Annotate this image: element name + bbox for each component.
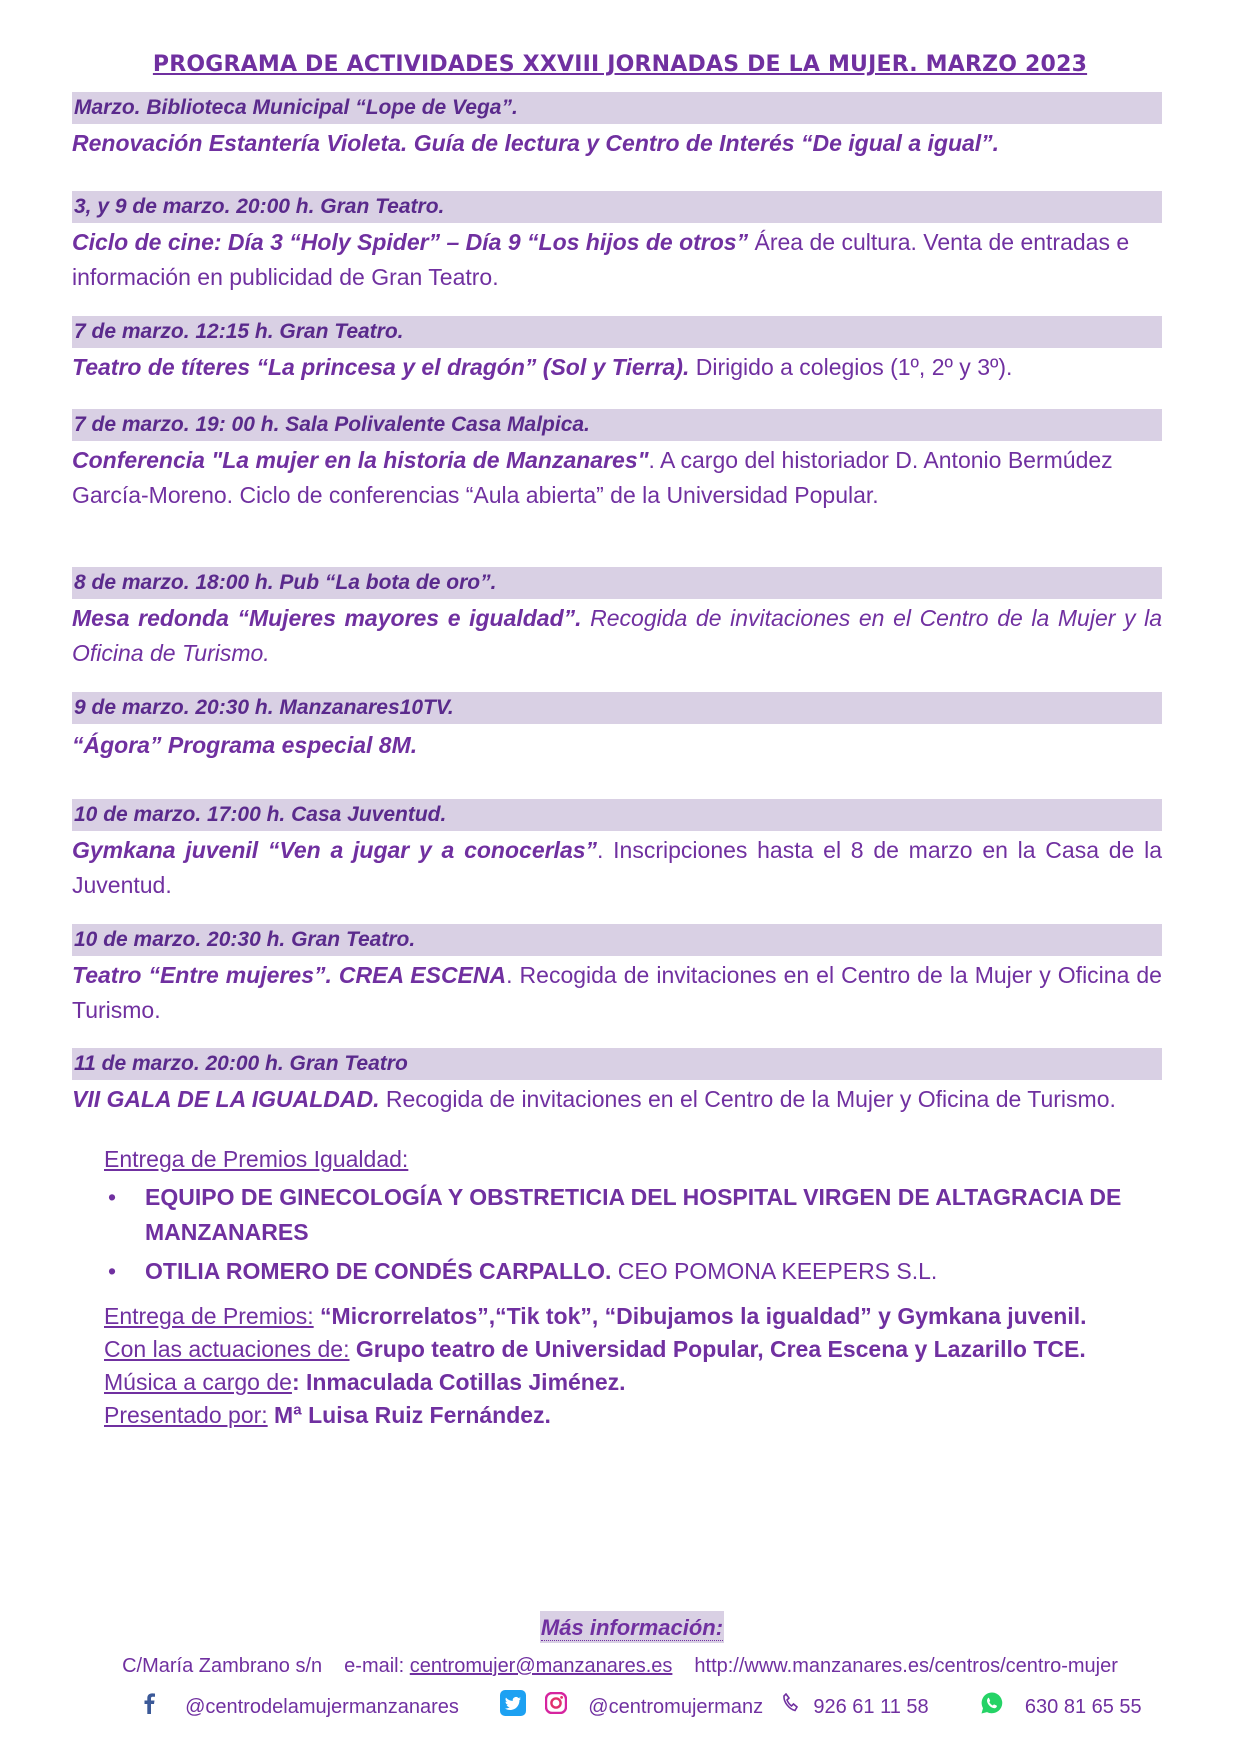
gala-line-presentado — [104, 1399, 1164, 1432]
event-teatro-entre-mujeres — [72, 924, 1162, 1028]
event-details: Recogida de invitaciones en el Centro de la Mujer y la Oficina de Turismo. — [72, 605, 1162, 666]
bullet: • — [108, 1184, 117, 1210]
event-title: Ciclo de cine: Día 3 “Holy Spider” – Día 9 “Los hijos de otros” — [72, 229, 749, 255]
event-gala-igualdad — [72, 1048, 1162, 1117]
event-header: 7 de marzo. 12:15 h. Gran Teatro. — [72, 316, 1162, 348]
event-header: 3, y 9 de marzo. 20:00 h. Gran Teatro. — [72, 191, 1162, 223]
event-header: 8 de marzo. 18:00 h. Pub “La bota de oro”. — [72, 567, 1162, 599]
award-item — [72, 1180, 1164, 1250]
event-details: Dirigido a colegios (1º, 2º y 3º). — [689, 354, 1013, 380]
address: C/María Zambrano s/n — [122, 1655, 323, 1677]
gala-awards — [104, 1143, 1164, 1289]
phone-number[interactable]: 926 61 11 58 — [813, 1696, 929, 1718]
event-details: . Inscripciones hasta el 8 de marzo en la Casa de la Juventud. — [72, 837, 1162, 898]
award-detail: CEO POMONA KEEPERS S.L. — [611, 1258, 938, 1284]
gala-line-musica — [104, 1366, 1164, 1399]
facebook-icon[interactable] — [140, 1692, 158, 1722]
line-label: Con las actuaciones de: — [104, 1336, 350, 1362]
line-label: Presentado por: — [104, 1402, 268, 1428]
event-title: Teatro de títeres “La princesa y el dragón” (Sol y Tierra). — [72, 354, 690, 380]
event-description: “Ágora” Programa especial 8M. — [72, 732, 418, 758]
line-value: : Inmaculada Cotillas Jiménez. — [291, 1369, 626, 1395]
event-title: VII GALA DE LA IGUALDAD. — [72, 1086, 380, 1112]
event-header: Marzo. Biblioteca Municipal “Lope de Vega”. — [72, 92, 1162, 124]
event-header: 7 de marzo. 19: 00 h. Sala Polivalente Casa Malpica. — [72, 409, 1162, 441]
social-line — [140, 1690, 1142, 1724]
whatsapp-number[interactable]: 630 81 65 55 — [1024, 1696, 1142, 1718]
website-link[interactable]: http://www.manzanares.es/centros/centro-mujer — [694, 1655, 1118, 1677]
page-title: PROGRAMA DE ACTIVIDADES XXVIII JORNADAS DE LA MUJER. MARZO 2023 — [152, 52, 1088, 77]
event-mesa-redonda — [72, 567, 1162, 671]
phone-icon — [782, 1693, 798, 1721]
event-header: 10 de marzo. 20:30 h. Gran Teatro. — [72, 924, 1162, 956]
line-label: Música a cargo de — [104, 1369, 292, 1395]
event-agora — [72, 692, 1162, 763]
gala-line-premios — [104, 1300, 1164, 1333]
awards-label: Entrega de Premios Igualdad: — [104, 1146, 409, 1172]
event-teatro-titeres — [72, 316, 1162, 385]
instagram-handle[interactable]: @centromujermanz — [588, 1696, 764, 1718]
event-title: Gymkana juvenil “Ven a jugar y a conocerlas” — [72, 837, 598, 863]
facebook-handle[interactable]: @centrodelamujermanzanares — [185, 1696, 459, 1718]
event-header: 9 de marzo. 20:30 h. Manzanares10TV. — [72, 692, 1162, 724]
email-label: e-mail: — [344, 1655, 405, 1677]
event-title: Mesa redonda “Mujeres mayores e igualdad”. — [72, 605, 582, 631]
event-ciclo-cine — [72, 191, 1162, 295]
award-name: EQUIPO DE GINECOLOGÍA Y OBSTRETICIA DEL HOSPITAL VIRGEN DE ALTAGRACIA DE MANZANARES — [145, 1184, 1122, 1245]
more-info-heading: Más información: — [540, 1611, 724, 1643]
event-gymkana — [72, 799, 1162, 903]
contact-line — [0, 1652, 1240, 1680]
event-description: Renovación Estantería Violeta. Guía de lectura y Centro de Interés “De igual a igual”. — [72, 130, 1000, 156]
line-value: “Microrrelatos”,“Tik tok”, “Dibujamos la igualdad” y Gymkana juvenil. — [313, 1303, 1087, 1329]
line-value: Mª Luisa Ruiz Fernández. — [267, 1402, 551, 1428]
event-details: Recogida de invitaciones en el Centro de la Mujer y Oficina de Turismo. — [379, 1086, 1116, 1112]
event-details: Área de cultura. Venta de entradas e información en publicidad de Gran Teatro. — [72, 229, 1130, 290]
award-item — [72, 1254, 1164, 1289]
email-link[interactable]: centromujer@manzanares.es — [409, 1655, 673, 1677]
whatsapp-icon[interactable] — [980, 1691, 1004, 1723]
event-details: . Recogida de invitaciones en el Centro de la Mujer y Oficina de Turismo. — [72, 962, 1162, 1023]
event-title: Conferencia "La mujer en la historia de Manzanares" — [72, 447, 649, 473]
instagram-icon[interactable] — [545, 1692, 567, 1722]
event-header: 10 de marzo. 17:00 h. Casa Juventud. — [72, 799, 1162, 831]
gala-line-actuaciones — [104, 1333, 1164, 1366]
event-details: . A cargo del historiador D. Antonio Bermúdez García-Moreno. Ciclo de conferencias “Aula abierta” de la Universidad Popular. — [72, 447, 1113, 508]
line-label: Entrega de Premios: — [104, 1303, 314, 1329]
twitter-icon[interactable] — [500, 1690, 526, 1724]
bullet: • — [108, 1258, 117, 1284]
award-name: OTILIA ROMERO DE CONDÉS CARPALLO. — [145, 1258, 612, 1284]
event-conferencia — [72, 409, 1162, 513]
event-biblioteca — [72, 92, 1162, 161]
event-header: 11 de marzo. 20:00 h. Gran Teatro — [72, 1048, 1162, 1080]
gala-details — [104, 1300, 1164, 1432]
event-title: Teatro “Entre mujeres”. CREA ESCENA — [72, 962, 507, 988]
line-value: Grupo teatro de Universidad Popular, Crea Escena y Lazarillo TCE. — [349, 1336, 1086, 1362]
